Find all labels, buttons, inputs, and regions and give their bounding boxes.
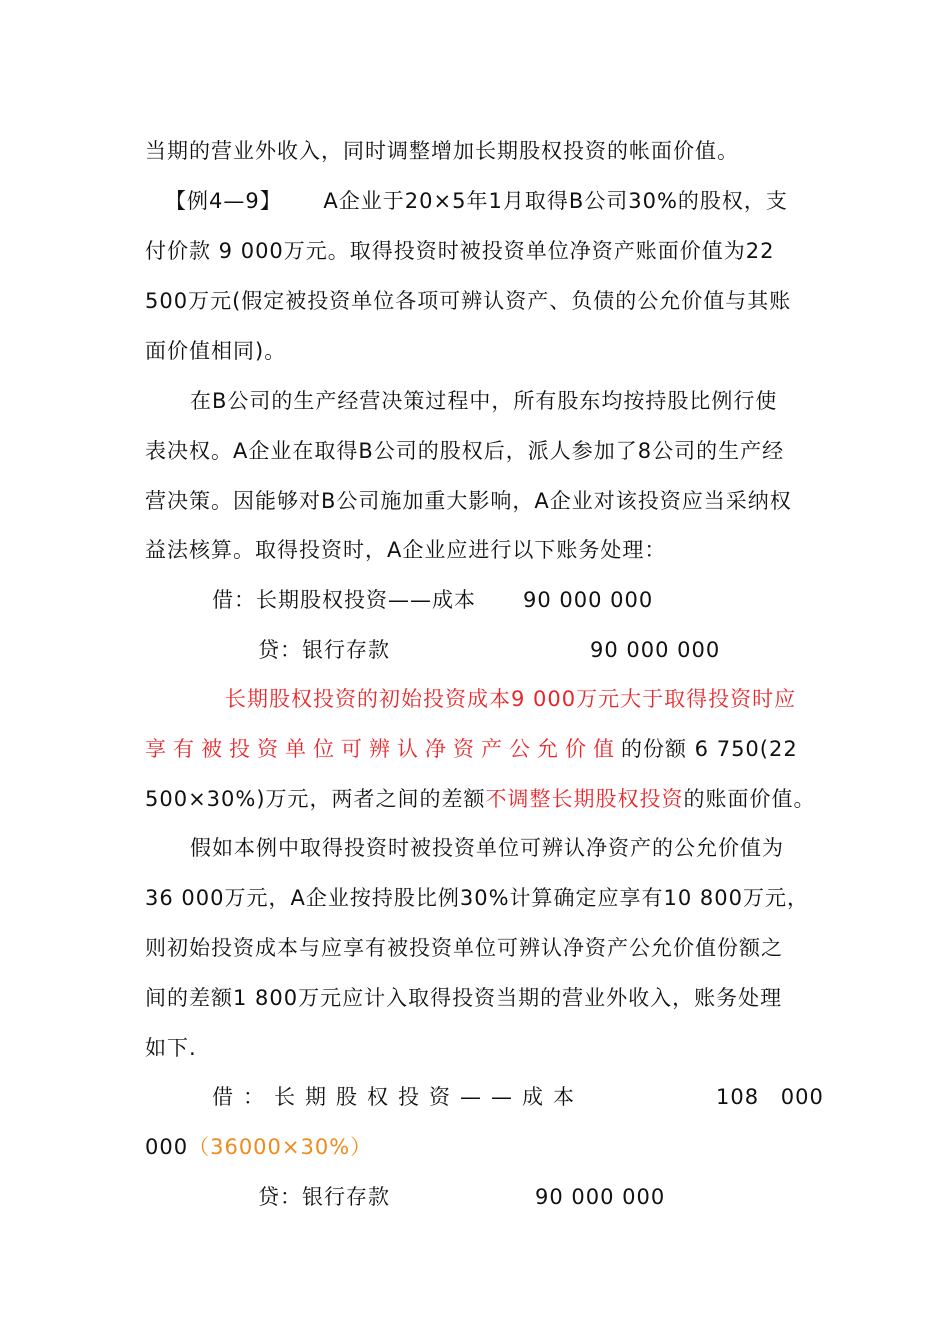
paragraph-text: 的份额 6 750(22 <box>621 737 798 761</box>
debit-entry-amount-cont <box>145 1134 372 1160</box>
example-heading <box>165 188 788 214</box>
paragraph-line: 则初始投资成本与应享有被投资单位可辨认净资产公允价值份额之 <box>145 936 783 960</box>
paragraph-line <box>145 736 798 762</box>
paragraph-line: 益法核算。取得投资时，A企业应进行以下账务处理： <box>145 538 667 562</box>
highlight-line: 长期股权投资的初始投资成本9 000万元大于取得投资时应 <box>225 687 797 711</box>
example-label: 【例4—9】 <box>165 189 282 213</box>
credit-entry-label: 贷：银行存款 <box>258 638 390 662</box>
paragraph-line: 表决权。A企业在取得B公司的股权后，派人参加了8公司的生产经 <box>145 439 785 463</box>
paragraph-line: 面价值相同)。 <box>145 339 287 363</box>
example-text: A企业于20×5年1月取得B公司30%的股权，支 <box>323 189 788 213</box>
paragraph-line: 如下. <box>145 1036 197 1060</box>
paragraph-line: 付价款 9 000万元。取得投资时被投资单位净资产账面价值为22 <box>145 239 775 263</box>
debit-entry-label: 借：长期股权投资——成本 <box>212 588 476 612</box>
paragraph-line: 营决策。因能够对B公司施加重大影响，A企业对该投资应当采纳权 <box>145 489 792 513</box>
credit-entry-label: 贷：银行存款 <box>258 1185 390 1209</box>
paragraph-text: 500×30%)万元，两者之间的差额 <box>145 787 486 811</box>
paragraph-text: 的账面价值。 <box>683 787 816 811</box>
credit-entry-amount: 90 000 000 <box>590 638 721 662</box>
paragraph-line: 500万元(假定被投资单位各项可辨认资产、负债的公允价值与其账 <box>145 289 792 313</box>
credit-entry-amount: 90 000 000 <box>535 1185 666 1209</box>
paragraph-line: 在B公司的生产经营决策过程中，所有股东均按持股比例行使 <box>190 389 778 413</box>
highlight-text: 享有被投资单位可辨认净资产公允价值 <box>145 737 621 761</box>
paragraph-line: 假如本例中取得投资时被投资单位可辨认净资产的公允价值为 <box>190 836 784 860</box>
paragraph-line: 间的差额1 800万元应计入取得投资当期的营业外收入，账务处理 <box>145 986 783 1010</box>
debit-entry-amount: 90 000 000 <box>523 588 654 612</box>
highlight-text: 不调整长期股权投资 <box>485 787 684 811</box>
amount-text: 000 <box>145 1135 189 1159</box>
calc-note: （36000×30%） <box>188 1135 373 1159</box>
debit-entry-label: 借：长期股权投资——成本 <box>212 1085 584 1109</box>
paragraph-line: 当期的营业外收入，同时调整增加长期股权投资的帐面价值。 <box>145 139 739 163</box>
paragraph-line: 36 000万元，A企业按持股比例30%计算确定应享有10 800万元， <box>145 886 809 910</box>
debit-entry-amount: 108 000 <box>716 1085 824 1109</box>
paragraph-line <box>145 786 816 812</box>
